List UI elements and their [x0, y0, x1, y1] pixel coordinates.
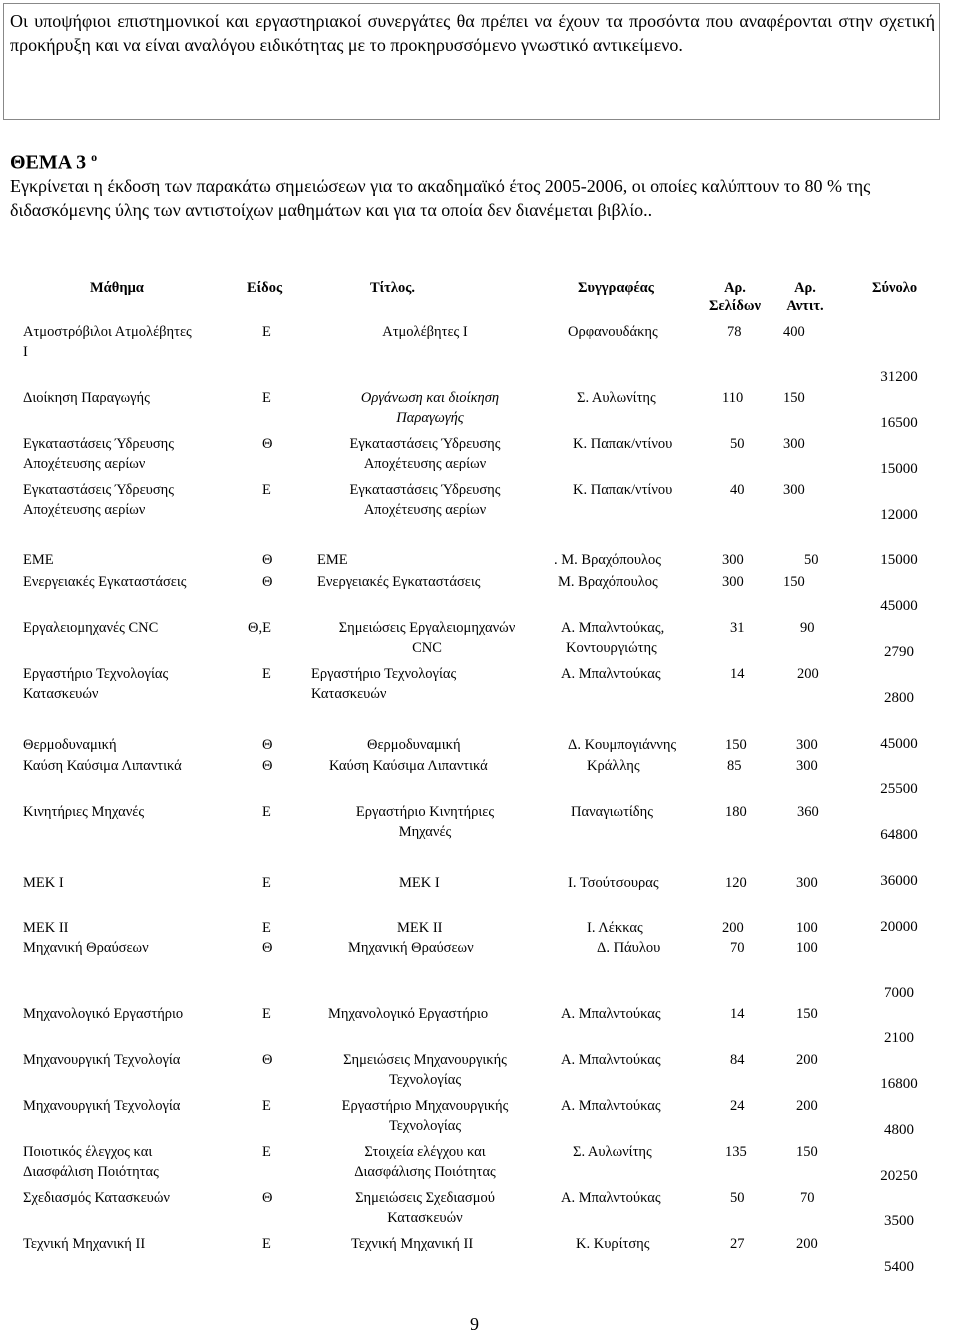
header-course: Μάθημα [90, 280, 144, 296]
row-7-title-line-0: Εργαστήριο Τεχνολογίας [311, 666, 457, 682]
row-2-title-line-1: Αποχέτευσης αερίων [363, 456, 487, 472]
row-12-course-line-0: ΜΕΚ ΙΙ [23, 920, 69, 936]
row-3-title-line-1: Αποχέτευσης αερίων [363, 502, 487, 518]
row-14-pages: 14 [730, 1006, 745, 1022]
row-1-title-line-1: Παραγωγής [396, 410, 464, 426]
row-12-type: Ε [262, 920, 271, 936]
row-0-copies: 400 [783, 324, 805, 340]
row-13-copies: 100 [796, 940, 818, 956]
header-copies-1: Αρ. [794, 280, 816, 296]
row-1-title-line-0: Οργάνωση και διοίκηση [360, 390, 500, 406]
row-16-title-line-0: Εργαστήριο Μηχανουργικής [341, 1098, 509, 1114]
row-7-pages: 14 [730, 666, 745, 682]
row-2-title-line-0: Εγκαταστάσεις Ύδρευσης [349, 436, 501, 452]
row-6-author-line-2: Κοντουργιώτης [566, 640, 657, 656]
row-9-copies: 300 [796, 758, 818, 774]
row-16-course-line-0: Μηχανουργική Τεχνολογία [23, 1098, 181, 1114]
row-18-copies: 70 [800, 1190, 815, 1206]
intro-text: Οι υποψήφιοι επιστημονικοί και εργαστηριακοί συνεργάτες θα πρέπει να έχουν τα προσόντα που αναφέρονται στην σχετική προκήρυξη και να είναι αναλόγου ειδικότητας με το προκηρυσσόμενο γνωστικό αντικείμενο. [10, 11, 935, 55]
total-2: 15000 [880, 461, 918, 477]
row-3-pages: 40 [730, 482, 745, 498]
row-17-pages: 135 [725, 1144, 747, 1160]
row-0-pages: 78 [727, 324, 742, 340]
row-7-course-line-0: Εργαστήριο Τεχνολογίας [23, 666, 169, 682]
total-7: 2800 [884, 690, 914, 706]
row-19-pages: 27 [730, 1236, 745, 1252]
row-9-course-line-0: Καύση Καύσιμα Λιπαντικά [23, 758, 182, 774]
total-1: 16500 [880, 415, 918, 431]
row-16-title-line-1: Τεχνολογίας [388, 1118, 462, 1134]
row-14-type: Ε [262, 1006, 271, 1022]
row-12-copies: 100 [796, 920, 818, 936]
row-16-type: Ε [262, 1098, 271, 1114]
row-10-copies: 360 [797, 804, 819, 820]
row-8-copies: 300 [796, 737, 818, 753]
row-17-author: Σ. Αυλωνίτης [573, 1144, 652, 1160]
row-12-pages: 200 [722, 920, 744, 936]
row-2-type: Θ [262, 436, 273, 452]
row-8-type: Θ [262, 737, 273, 753]
row-8-pages: 150 [725, 737, 747, 753]
row-2-copies: 300 [783, 436, 805, 452]
total-15: 16800 [880, 1076, 918, 1092]
total-10: 64800 [880, 827, 918, 843]
row-13-pages: 70 [730, 940, 745, 956]
row-10-author: Παναγιωτίδης [571, 804, 653, 820]
row-18-title-line-0: Σημειώσεις Σχεδιασμού [355, 1190, 495, 1206]
row-1-author: Σ. Αυλωνίτης [577, 390, 656, 406]
row-16-author: Α. Μπαλντούκας [561, 1098, 661, 1114]
total-13: 7000 [884, 985, 914, 1001]
total-5: 45000 [880, 598, 918, 614]
row-5-copies: 150 [783, 574, 805, 590]
row-1-type: Ε [262, 390, 271, 406]
row-12-title-line-0: ΜΕΚ ΙΙ [397, 920, 443, 936]
row-9-title-line-0: Καύση Καύσιμα Λιπαντικά [329, 758, 488, 774]
row-2-course-line-0: Εγκαταστάσεις Ύδρευσης [23, 436, 174, 452]
row-10-course-line-0: Κινητήριες Μηχανές [23, 804, 145, 820]
row-3-course-line-1: Αποχέτευσης αερίων [23, 502, 146, 518]
row-19-type: Ε [262, 1236, 271, 1252]
row-6-title-line-0: Σημειώσεις Εργαλειομηχανών [338, 620, 516, 636]
row-18-title-line-1: Κατασκευών [387, 1210, 463, 1226]
row-11-author: Ι. Τσούτσουρας [568, 875, 659, 891]
row-13-type: Θ [262, 940, 273, 956]
total-12: 20000 [880, 919, 918, 935]
row-15-copies: 200 [796, 1052, 818, 1068]
total-19: 5400 [884, 1259, 914, 1275]
row-5-course-line-0: Ενεργειακές Εγκαταστάσεις [23, 574, 187, 590]
theme-title-superscript: ο [91, 150, 98, 164]
row-14-course-line-0: Μηχανολογικό Εργαστήριο [23, 1006, 184, 1022]
theme-text: Εγκρίνεται η έκδοση των παρακάτω σημειώσεων για το ακαδημαϊκό έτος 2005-2006, οι οποίες καλύπτουν το 80 % της διδασκόμενης ύλης των αντιστοίχων μαθημάτων και για τα οποία δεν διανέμεται βιβλίο.. [10, 176, 871, 220]
row-16-copies: 200 [796, 1098, 818, 1114]
row-15-type: Θ [262, 1052, 273, 1068]
row-3-author: Κ. Παπακ/ντίνου [573, 482, 673, 498]
row-19-course-line-0: Τεχνική Μηχανική ΙΙ [23, 1236, 146, 1252]
total-18: 3500 [884, 1213, 914, 1229]
row-4-course-line-0: ΕΜΕ [23, 552, 54, 568]
row-17-title-line-1: Διασφάλισης Ποιότητας [354, 1164, 496, 1180]
header-copies-2: Αντιτ. [786, 298, 824, 314]
row-4-author: . Μ. Βραχόπουλος [554, 552, 662, 568]
total-16: 4800 [884, 1122, 914, 1138]
row-6-type: Θ,Ε [248, 620, 271, 636]
total-8: 45000 [880, 736, 918, 752]
row-12-author: Ι. Λέκκας [587, 920, 643, 936]
row-6-title-line-1: CNC [412, 640, 442, 656]
row-3-course-line-0: Εγκαταστάσεις Ύδρευσης [23, 482, 174, 498]
row-7-copies: 200 [797, 666, 819, 682]
total-17: 20250 [880, 1168, 918, 1184]
header-pages-1: Αρ. [724, 280, 746, 296]
row-7-author: Α. Μπαλντούκας [561, 666, 661, 682]
total-3: 12000 [880, 507, 918, 523]
row-14-title-line-0: Μηχανολογικό Εργαστήριο [328, 1006, 489, 1022]
row-14-copies: 150 [796, 1006, 818, 1022]
row-19-author: Κ. Κυρίτσης [576, 1236, 650, 1252]
row-18-course-line-0: Σχεδιασμός Κατασκευών [23, 1190, 170, 1206]
header-author: Συγγραφέας [578, 280, 654, 296]
total-11: 36000 [880, 873, 918, 889]
row-6-course-line-0: Εργαλειομηχανές CNC [23, 620, 159, 636]
row-10-pages: 180 [725, 804, 747, 820]
row-5-type: Θ [262, 574, 273, 590]
row-0-course-line-0: Ατμοστρόβιλοι Ατμολέβητες [23, 324, 192, 340]
row-10-title-line-1: Μηχανές [398, 824, 452, 840]
row-6-copies: 90 [800, 620, 815, 636]
header-type: Είδος [247, 280, 283, 296]
row-15-title-line-0: Σημειώσεις Μηχανουργικής [343, 1052, 507, 1068]
row-17-type: Ε [262, 1144, 271, 1160]
header-total: Σύνολο [872, 280, 918, 296]
row-3-title-line-0: Εγκαταστάσεις Ύδρευσης [349, 482, 501, 498]
row-13-title-line-0: Μηχανική Θραύσεων [348, 940, 474, 956]
header-title: Τίτλος. [370, 280, 415, 296]
row-8-course-line-0: Θερμοδυναμική [23, 737, 117, 753]
total-4: 15000 [880, 552, 918, 568]
row-18-type: Θ [262, 1190, 273, 1206]
row-11-type: Ε [262, 875, 271, 891]
row-19-title-line-0: Τεχνική Μηχανική ΙΙ [351, 1236, 474, 1252]
row-11-copies: 300 [796, 875, 818, 891]
total-6: 2790 [884, 644, 914, 660]
row-18-author: Α. Μπαλντούκας [561, 1190, 661, 1206]
row-0-type: Ε [262, 324, 271, 340]
row-0-course-line-1: Ι [23, 344, 28, 360]
row-9-type: Θ [262, 758, 273, 774]
row-4-pages: 300 [722, 552, 744, 568]
row-2-course-line-1: Αποχέτευσης αερίων [23, 456, 146, 472]
row-8-title-line-0: Θερμοδυναμική [367, 737, 461, 753]
row-5-author: Μ. Βραχόπουλος [558, 574, 658, 590]
row-1-pages: 110 [722, 390, 744, 406]
total-0: 31200 [880, 369, 918, 385]
theme-title-text: ΘΕΜΑ 3 [10, 151, 87, 174]
row-18-pages: 50 [730, 1190, 745, 1206]
total-14: 2100 [884, 1030, 914, 1046]
row-17-course-line-1: Διασφάλιση Ποιότητας [23, 1164, 159, 1180]
row-15-author: Α. Μπαλντούκας [561, 1052, 661, 1068]
row-9-author: Κράλλης [587, 758, 640, 774]
row-13-author: Δ. Πάυλου [597, 940, 661, 956]
row-1-course-line-0: Διοίκηση Παραγωγής [23, 390, 150, 406]
row-3-copies: 300 [783, 482, 805, 498]
row-17-title-line-0: Στοιχεία ελέγχου και [364, 1144, 486, 1160]
row-10-type: Ε [262, 804, 271, 820]
row-9-pages: 85 [727, 758, 742, 774]
row-19-copies: 200 [796, 1236, 818, 1252]
row-11-course-line-0: ΜΕΚ Ι [23, 875, 64, 891]
row-16-pages: 24 [730, 1098, 745, 1114]
row-15-pages: 84 [730, 1052, 745, 1068]
row-5-pages: 300 [722, 574, 744, 590]
row-6-pages: 31 [730, 620, 745, 636]
row-11-pages: 120 [725, 875, 747, 891]
row-15-title-line-1: Τεχνολογίας [388, 1072, 462, 1088]
row-4-type: Θ [262, 552, 273, 568]
row-8-author: Δ. Κουμπογιάννης [568, 737, 677, 753]
total-9: 25500 [880, 781, 918, 797]
row-0-author: Ορφανουδάκης [568, 324, 658, 340]
row-1-copies: 150 [783, 390, 805, 406]
row-2-author: Κ. Παπακ/ντίνου [573, 436, 673, 452]
row-7-type: Ε [262, 666, 271, 682]
page-number: 9 [470, 1314, 479, 1334]
row-6-author: Α. Μπαλντούκας, [561, 620, 665, 636]
row-0-title-line-0: Ατμολέβητες Ι [382, 324, 468, 340]
row-4-title-line-0: ΕΜΕ [317, 552, 348, 568]
row-2-pages: 50 [730, 436, 745, 452]
row-3-type: Ε [262, 482, 271, 498]
header-pages-2: Σελίδων [709, 298, 761, 314]
row-5-title-line-0: Ενεργειακές Εγκαταστάσεις [317, 574, 481, 590]
row-10-title-line-0: Εργαστήριο Κινητήριες [355, 804, 495, 820]
row-17-copies: 150 [796, 1144, 818, 1160]
row-7-title-line-1: Κατασκευών [311, 686, 387, 702]
row-4-copies: 50 [804, 552, 819, 568]
row-11-title-line-0: ΜΕΚ Ι [399, 875, 440, 891]
theme-title [10, 150, 97, 175]
row-17-course-line-0: Ποιοτικός έλεγχος και [23, 1144, 153, 1160]
row-13-course-line-0: Μηχανική Θραύσεων [23, 940, 149, 956]
row-7-course-line-1: Κατασκευών [23, 686, 99, 702]
row-15-course-line-0: Μηχανουργική Τεχνολογία [23, 1052, 181, 1068]
row-14-author: Α. Μπαλντούκας [561, 1006, 661, 1022]
